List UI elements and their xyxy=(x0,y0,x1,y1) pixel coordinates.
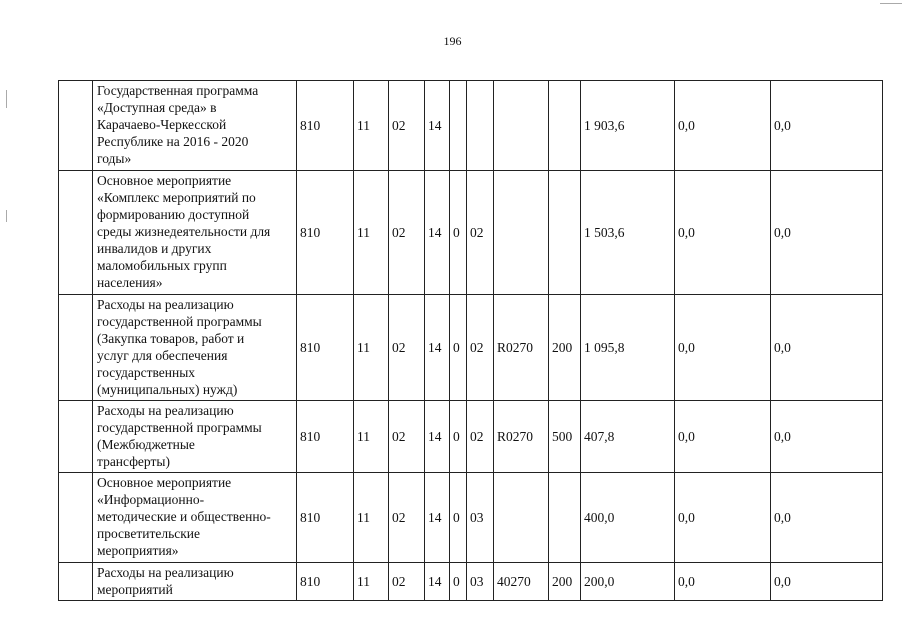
sum-cell: 0,0 xyxy=(675,473,771,563)
blank-cell xyxy=(59,295,93,401)
target-article-cell: R0270 xyxy=(494,401,549,473)
expense-type-cell xyxy=(549,473,581,563)
table-row xyxy=(59,473,883,563)
item-name-line: государственных xyxy=(97,365,196,380)
item-name-cell xyxy=(93,473,297,563)
program-code-cell: 14 xyxy=(425,401,450,473)
expense-type-cell: 200 xyxy=(549,563,581,601)
item-name-line: годы» xyxy=(97,151,132,166)
scan-edge-mark xyxy=(6,90,7,108)
scan-edge-mark xyxy=(6,210,7,222)
item-name-line: (Закупка товаров, работ и xyxy=(97,331,245,346)
table-row xyxy=(59,171,883,295)
sum-cell: 0,0 xyxy=(771,401,883,473)
sum-cell: 0,0 xyxy=(771,295,883,401)
code-subsection-cell: 02 xyxy=(389,295,425,401)
item-name-cell xyxy=(93,295,297,401)
item-name-line: методические и общественно- xyxy=(97,509,271,524)
target-article-cell: 40270 xyxy=(494,563,549,601)
item-name-line: «Доступная среда» в xyxy=(97,100,217,115)
code-ved-cell: 810 xyxy=(297,473,354,563)
item-name-line: услуг для обеспечения xyxy=(97,348,228,363)
activity-code-cell: 03 xyxy=(467,473,494,563)
table-row xyxy=(59,401,883,473)
item-name-line: Расходы на реализацию xyxy=(97,297,234,312)
program-code-cell: 14 xyxy=(425,295,450,401)
sum-cell: 1 903,6 xyxy=(581,81,675,171)
expense-type-cell xyxy=(549,81,581,171)
code-section-cell: 11 xyxy=(354,401,389,473)
code-subsection-cell: 02 xyxy=(389,401,425,473)
activity-code-cell: 02 xyxy=(467,171,494,295)
subprogram-code-cell: 0 xyxy=(450,401,467,473)
table-row xyxy=(59,295,883,401)
item-name-line: среды жизнедеятельности для xyxy=(97,224,271,239)
subprogram-code-cell: 0 xyxy=(450,171,467,295)
item-name-line: «Комплекс мероприятий по xyxy=(97,190,256,205)
program-code-cell: 14 xyxy=(425,563,450,601)
activity-code-cell: 02 xyxy=(467,401,494,473)
item-name-line: (Межбюджетные xyxy=(97,437,195,452)
subprogram-code-cell xyxy=(450,81,467,171)
item-name-line: мероприятий xyxy=(97,582,173,597)
sum-cell: 0,0 xyxy=(771,473,883,563)
activity-code-cell: 02 xyxy=(467,295,494,401)
item-name-line: Основное мероприятие xyxy=(97,475,232,490)
target-article-cell: R0270 xyxy=(494,295,549,401)
sum-cell: 400,0 xyxy=(581,473,675,563)
item-name-line: Расходы на реализацию xyxy=(97,565,234,580)
sum-cell: 0,0 xyxy=(675,295,771,401)
code-ved-cell: 810 xyxy=(297,401,354,473)
target-article-cell xyxy=(494,473,549,563)
sum-cell: 0,0 xyxy=(771,81,883,171)
code-ved-cell: 810 xyxy=(297,81,354,171)
item-name-line: инвалидов и других xyxy=(97,241,212,256)
code-subsection-cell: 02 xyxy=(389,563,425,601)
item-name-line: Государственная программа xyxy=(97,83,259,98)
sum-cell: 0,0 xyxy=(675,563,771,601)
blank-cell xyxy=(59,81,93,171)
table-row xyxy=(59,81,883,171)
item-name-line: «Информационно- xyxy=(97,492,205,507)
item-name-line: просветительские xyxy=(97,526,201,541)
item-name-line: государственной программы xyxy=(97,314,262,329)
sum-cell: 0,0 xyxy=(771,563,883,601)
target-article-cell xyxy=(494,171,549,295)
expense-type-cell: 200 xyxy=(549,295,581,401)
item-name-line: населения» xyxy=(97,275,163,290)
target-article-cell xyxy=(494,81,549,171)
code-subsection-cell: 02 xyxy=(389,473,425,563)
subprogram-code-cell: 0 xyxy=(450,295,467,401)
code-section-cell: 11 xyxy=(354,473,389,563)
activity-code-cell: 03 xyxy=(467,563,494,601)
sum-cell: 1 095,8 xyxy=(581,295,675,401)
sum-cell: 407,8 xyxy=(581,401,675,473)
item-name-line: Республике на 2016 - 2020 xyxy=(97,134,249,149)
item-name-cell xyxy=(93,171,297,295)
code-ved-cell: 810 xyxy=(297,563,354,601)
code-section-cell: 11 xyxy=(354,171,389,295)
sum-cell: 0,0 xyxy=(675,81,771,171)
item-name-cell xyxy=(93,81,297,171)
sum-cell: 0,0 xyxy=(771,171,883,295)
item-name-line: формированию доступной xyxy=(97,207,250,222)
code-section-cell: 11 xyxy=(354,295,389,401)
item-name-cell xyxy=(93,401,297,473)
sum-cell: 0,0 xyxy=(675,401,771,473)
item-name-line: Карачаево-Черкесской xyxy=(97,117,227,132)
scan-edge-mark xyxy=(880,3,902,4)
budget-table xyxy=(58,80,883,601)
code-ved-cell: 810 xyxy=(297,295,354,401)
code-ved-cell: 810 xyxy=(297,171,354,295)
code-section-cell: 11 xyxy=(354,563,389,601)
expense-type-cell xyxy=(549,171,581,295)
page-number: 196 xyxy=(443,34,462,48)
subprogram-code-cell: 0 xyxy=(450,563,467,601)
program-code-cell: 14 xyxy=(425,81,450,171)
activity-code-cell xyxy=(467,81,494,171)
item-name-line: (муниципальных) нужд) xyxy=(97,382,238,397)
item-name-line: мероприятия» xyxy=(97,543,179,558)
table-row xyxy=(59,563,883,601)
item-name-line: государственной программы xyxy=(97,420,262,435)
sum-cell: 0,0 xyxy=(675,171,771,295)
blank-cell xyxy=(59,473,93,563)
blank-cell xyxy=(59,563,93,601)
code-section-cell: 11 xyxy=(354,81,389,171)
item-name-cell xyxy=(93,563,297,601)
item-name-line: Основное мероприятие xyxy=(97,173,232,188)
code-subsection-cell: 02 xyxy=(389,171,425,295)
expense-type-cell: 500 xyxy=(549,401,581,473)
blank-cell xyxy=(59,171,93,295)
code-subsection-cell: 02 xyxy=(389,81,425,171)
sum-cell: 200,0 xyxy=(581,563,675,601)
blank-cell xyxy=(59,401,93,473)
program-code-cell: 14 xyxy=(425,473,450,563)
subprogram-code-cell: 0 xyxy=(450,473,467,563)
item-name-line: Расходы на реализацию xyxy=(97,403,234,418)
sum-cell: 1 503,6 xyxy=(581,171,675,295)
item-name-line: трансферты) xyxy=(97,454,170,469)
program-code-cell: 14 xyxy=(425,171,450,295)
item-name-line: маломобильных групп xyxy=(97,258,227,273)
